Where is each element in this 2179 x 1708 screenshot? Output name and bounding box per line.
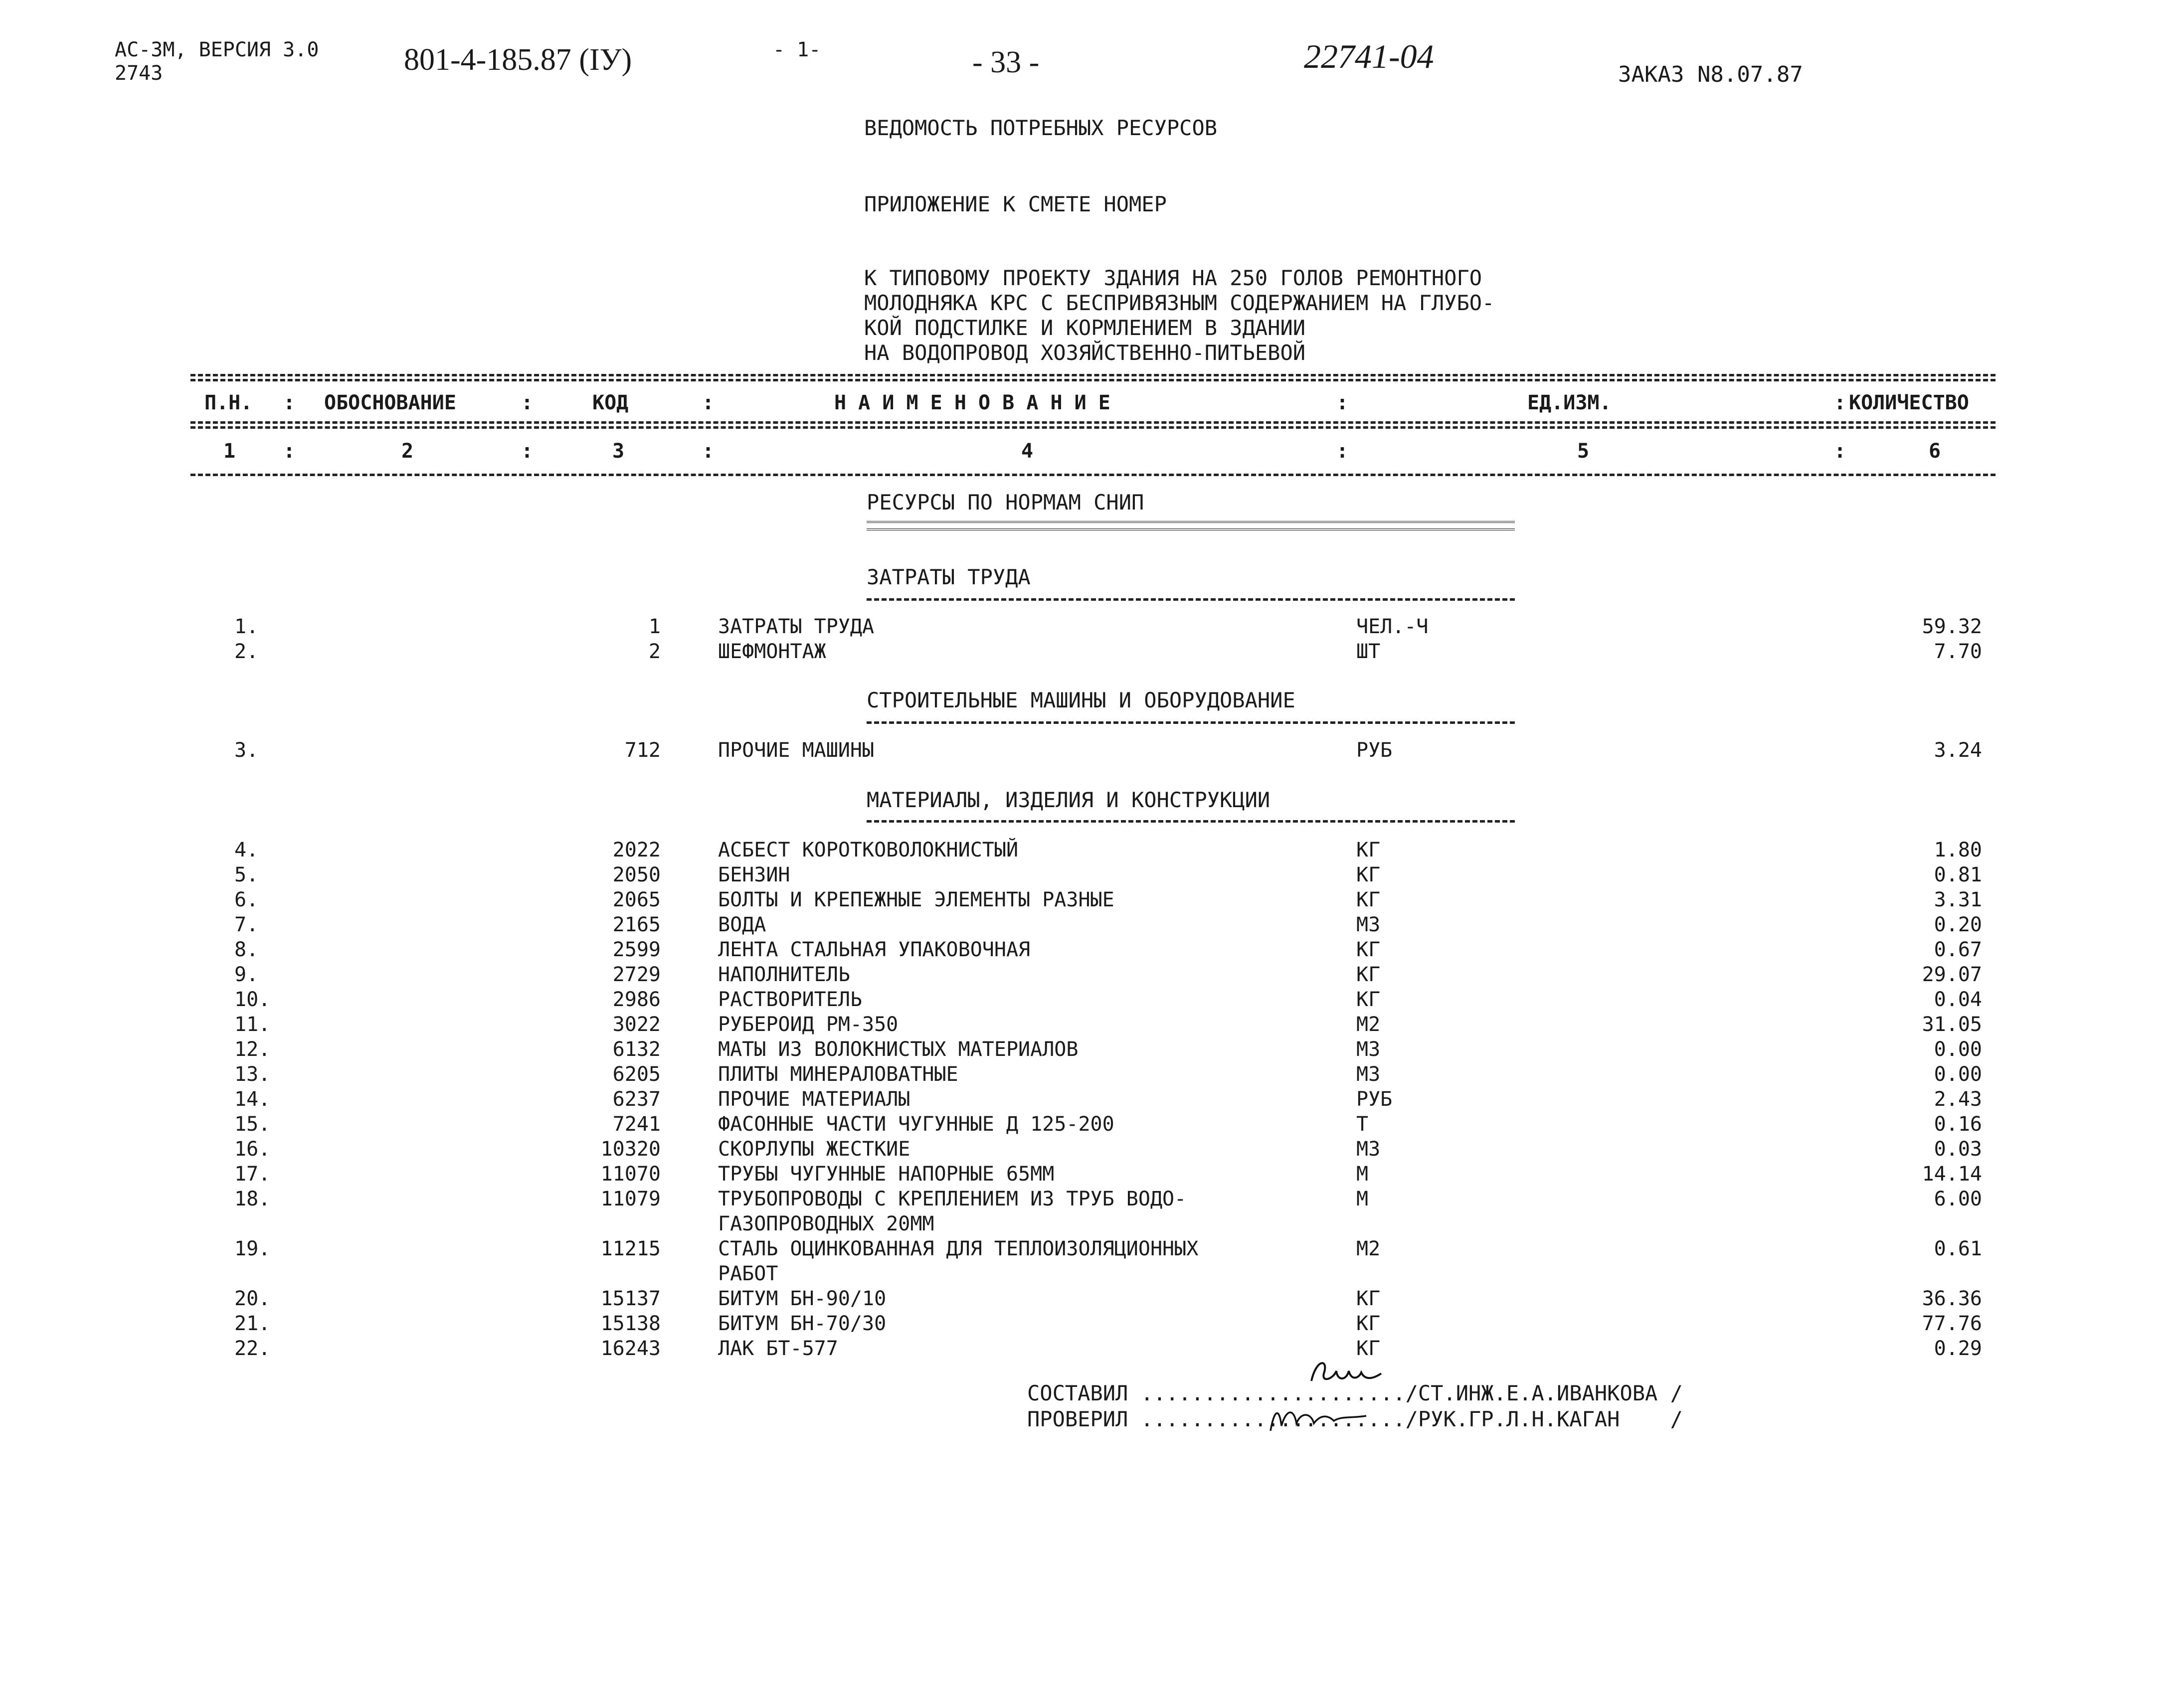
row-name: ЛАК БТ-577 bbox=[718, 1337, 838, 1360]
row-quantity: 0.04 bbox=[1934, 988, 1982, 1011]
row-unit: КГ bbox=[1356, 863, 1381, 886]
col-number-5: 5 bbox=[1577, 440, 1590, 463]
row-quantity: 0.00 bbox=[1934, 1038, 1982, 1061]
col-number-6: 6 bbox=[1929, 440, 1941, 463]
row-quantity: 31.05 bbox=[1922, 1013, 1982, 1036]
row-name: БИТУМ БН-90/10 bbox=[718, 1287, 887, 1310]
row-name: ПЛИТЫ МИНЕРАЛОВАТНЫЕ bbox=[718, 1063, 958, 1086]
row-number: 7. bbox=[234, 913, 259, 936]
section-snip-underline-2 bbox=[867, 528, 1515, 530]
col-sep: : bbox=[521, 440, 534, 463]
description-line-2: МОЛОДНЯКА КРС С БЕСПРИВЯЗНЫМ СОДЕРЖАНИЕМ НА ГЛУБО- bbox=[864, 291, 1495, 315]
row-unit: РУБ bbox=[1356, 739, 1393, 762]
col-sep: : bbox=[283, 440, 296, 463]
row-name: ТРУБОПРОВОДЫ С КРЕПЛЕНИЕМ ИЗ ТРУБ ВОДО- bbox=[718, 1188, 1187, 1210]
section-snip-underline bbox=[867, 521, 1515, 523]
row-quantity: 77.76 bbox=[1922, 1312, 1982, 1335]
row-quantity: 36.36 bbox=[1922, 1287, 1982, 1310]
page-small: - 1- bbox=[773, 38, 821, 61]
col-sep: : bbox=[521, 391, 534, 414]
row-name: БЕНЗИН bbox=[718, 863, 790, 886]
description-line-4: НА ВОДОПРОВОД ХОЗЯЙСТВЕННО-ПИТЬЕВОЙ bbox=[864, 341, 1306, 365]
row-unit: ЧЕЛ.-Ч bbox=[1356, 615, 1429, 638]
row-name: ФАСОННЫЕ ЧАСТИ ЧУГУННЫЕ Д 125-200 bbox=[718, 1113, 1114, 1136]
row-quantity: 0.16 bbox=[1934, 1113, 1982, 1136]
row-code: 16243 bbox=[600, 1337, 661, 1360]
row-unit: КГ bbox=[1356, 1287, 1381, 1310]
row-code: 2986 bbox=[612, 988, 661, 1011]
section-snip-title: РЕСУРСЫ ПО НОРМАМ СНИП bbox=[867, 490, 1144, 514]
row-code: 7241 bbox=[612, 1113, 661, 1136]
row-quantity: 6.00 bbox=[1934, 1188, 1982, 1210]
row-name-continued: ГАЗОПРОВОДНЫХ 20ММ bbox=[718, 1212, 934, 1235]
row-name: ВОДА bbox=[718, 913, 766, 936]
system-version: АС-3М, ВЕРСИЯ 3.0 bbox=[115, 38, 319, 61]
row-quantity: 0.81 bbox=[1934, 863, 1982, 886]
row-unit: М3 bbox=[1356, 1138, 1381, 1161]
row-name: СКОРЛУПЫ ЖЕСТКИЕ bbox=[718, 1138, 910, 1161]
row-unit: КГ bbox=[1356, 963, 1381, 986]
col-sep: : bbox=[1834, 391, 1846, 414]
col-header-unit: ЕД.ИЗМ. bbox=[1527, 391, 1612, 414]
page-number: - 33 - bbox=[972, 45, 1040, 79]
row-unit: М bbox=[1356, 1163, 1369, 1186]
row-number: 6. bbox=[234, 888, 259, 911]
row-unit: М2 bbox=[1356, 1013, 1381, 1036]
system-code: 2743 bbox=[115, 62, 163, 85]
row-quantity: 2.43 bbox=[1934, 1088, 1982, 1111]
row-quantity: 59.32 bbox=[1922, 615, 1982, 638]
row-unit: КГ bbox=[1356, 988, 1381, 1011]
table-header-mid-rule-2 bbox=[190, 426, 1996, 429]
row-quantity: 0.03 bbox=[1934, 1138, 1982, 1161]
row-quantity: 7.70 bbox=[1934, 640, 1982, 663]
row-number: 3. bbox=[234, 739, 259, 762]
col-sep: : bbox=[1336, 391, 1349, 414]
signature-checked bbox=[1267, 1401, 1371, 1436]
row-quantity: 3.31 bbox=[1934, 888, 1982, 911]
row-unit: КГ bbox=[1356, 1312, 1381, 1335]
row-code: 15138 bbox=[600, 1312, 661, 1335]
row-number: 14. bbox=[234, 1088, 271, 1111]
row-unit: М2 bbox=[1356, 1237, 1381, 1260]
row-name: БИТУМ БН-70/30 bbox=[718, 1312, 887, 1335]
row-code: 1 bbox=[648, 615, 661, 638]
row-number: 22. bbox=[234, 1337, 271, 1360]
section-machines-title: СТРОИТЕЛЬНЫЕ МАШИНЫ И ОБОРУДОВАНИЕ bbox=[867, 688, 1295, 712]
signature-compiled bbox=[1306, 1354, 1386, 1393]
col-header-name: Н А И М Е Н О В А Н И Е bbox=[834, 391, 1110, 414]
row-code: 2729 bbox=[612, 963, 661, 986]
table-header-bottom-rule bbox=[190, 474, 1996, 476]
table-header-mid-rule bbox=[190, 421, 1996, 424]
col-sep: : bbox=[1336, 440, 1349, 463]
row-name: ТРУБЫ ЧУГУННЫЕ НАПОРНЫЕ 65ММ bbox=[718, 1163, 1055, 1186]
checked-by: ПРОВЕРИЛ ...................../РУК.ГР.Л.Н.КАГАН / bbox=[1027, 1407, 1683, 1431]
row-code: 11215 bbox=[600, 1237, 661, 1260]
col-sep: : bbox=[283, 391, 296, 414]
row-number: 20. bbox=[234, 1287, 271, 1310]
col-sep: : bbox=[702, 440, 715, 463]
col-sep: : bbox=[702, 391, 715, 414]
order-number: ЗАКАЗ N8.07.87 bbox=[1618, 62, 1803, 87]
row-name: ЛЕНТА СТАЛЬНАЯ УПАКОВОЧНАЯ bbox=[718, 938, 1031, 961]
row-unit: М3 bbox=[1356, 1063, 1381, 1086]
row-unit: М3 bbox=[1356, 1038, 1381, 1061]
row-quantity: 14.14 bbox=[1922, 1163, 1982, 1186]
row-number: 17. bbox=[234, 1163, 271, 1186]
row-unit: ШТ bbox=[1356, 640, 1381, 663]
row-quantity: 0.00 bbox=[1934, 1063, 1982, 1086]
row-unit: М3 bbox=[1356, 913, 1381, 936]
row-code: 6237 bbox=[612, 1088, 661, 1111]
row-number: 8. bbox=[234, 938, 259, 961]
row-code: 15137 bbox=[600, 1287, 661, 1310]
row-code: 2050 bbox=[612, 863, 661, 886]
row-number: 15. bbox=[234, 1113, 271, 1136]
col-number-3: 3 bbox=[612, 440, 625, 463]
row-code: 3022 bbox=[612, 1013, 661, 1036]
row-quantity: 1.80 bbox=[1934, 839, 1982, 861]
row-number: 11. bbox=[234, 1013, 271, 1036]
row-code: 2599 bbox=[612, 938, 661, 961]
row-number: 10. bbox=[234, 988, 271, 1011]
row-code: 6205 bbox=[612, 1063, 661, 1086]
row-number: 1. bbox=[234, 615, 259, 638]
row-name: МАТЫ ИЗ ВОЛОКНИСТЫХ МАТЕРИАЛОВ bbox=[718, 1038, 1079, 1061]
appendix-title: ПРИЛОЖЕНИЕ К СМЕТЕ НОМЕР bbox=[864, 192, 1167, 216]
row-code: 2165 bbox=[612, 913, 661, 936]
row-code: 11070 bbox=[600, 1163, 661, 1186]
section-materials-title: МАТЕРИАЛЫ, ИЗДЕЛИЯ И КОНСТРУКЦИИ bbox=[867, 788, 1271, 812]
row-number: 19. bbox=[234, 1237, 271, 1260]
row-number: 5. bbox=[234, 863, 259, 886]
row-name: ШЕФМОНТАЖ bbox=[718, 640, 826, 663]
row-quantity: 0.67 bbox=[1934, 938, 1982, 961]
row-number: 4. bbox=[234, 839, 259, 861]
row-name: НАПОЛНИТЕЛЬ bbox=[718, 963, 850, 986]
row-name: БОЛТЫ И КРЕПЕЖНЫЕ ЭЛЕМЕНТЫ РАЗНЫЕ bbox=[718, 888, 1114, 911]
project-number: 801-4-185.87 (IУ) bbox=[404, 43, 632, 77]
row-code: 712 bbox=[624, 739, 661, 762]
row-quantity: 0.61 bbox=[1934, 1237, 1982, 1260]
row-unit: КГ bbox=[1356, 938, 1381, 961]
section-labor-underline bbox=[867, 598, 1515, 601]
row-code: 2 bbox=[648, 640, 661, 663]
row-unit: КГ bbox=[1356, 888, 1381, 911]
row-quantity: 3.24 bbox=[1934, 739, 1982, 762]
col-number-4: 4 bbox=[1021, 440, 1034, 463]
row-unit: КГ bbox=[1356, 839, 1381, 861]
row-unit: РУБ bbox=[1356, 1088, 1393, 1111]
description-line-3: КОЙ ПОДСТИЛКЕ И КОРМЛЕНИЕМ В ЗДАНИИ bbox=[864, 316, 1306, 340]
col-number-1: 1 bbox=[223, 440, 236, 463]
row-code: 2065 bbox=[612, 888, 661, 911]
row-name: ПРОЧИЕ МАТЕРИАЛЫ bbox=[718, 1088, 910, 1111]
row-quantity: 0.20 bbox=[1934, 913, 1982, 936]
row-name: ПРОЧИЕ МАШИНЫ bbox=[718, 739, 875, 762]
col-header-quantity: КОЛИЧЕСТВО bbox=[1849, 391, 1969, 414]
row-name: СТАЛЬ ОЦИНКОВАННАЯ ДЛЯ ТЕПЛОИЗОЛЯЦИОННЫХ bbox=[718, 1237, 1199, 1260]
col-header-justification: ОБОСНОВАНИЕ bbox=[324, 391, 456, 414]
document-title: ВЕДОМОСТЬ ПОТРЕБНЫХ РЕСУРСОВ bbox=[864, 116, 1218, 140]
description-line-1: К ТИПОВОМУ ПРОЕКТУ ЗДАНИЯ НА 250 ГОЛОВ РЕМОНТНОГО bbox=[864, 266, 1482, 290]
row-number: 12. bbox=[234, 1038, 271, 1061]
row-number: 21. bbox=[234, 1312, 271, 1335]
table-header-top-rule-2 bbox=[190, 379, 1996, 381]
section-materials-underline bbox=[867, 820, 1515, 823]
row-unit: М bbox=[1356, 1188, 1369, 1210]
col-number-2: 2 bbox=[401, 440, 414, 463]
row-name: РАСТВОРИТЕЛЬ bbox=[718, 988, 862, 1011]
col-header-pn: П.Н. bbox=[204, 391, 253, 414]
row-unit: КГ bbox=[1356, 1337, 1381, 1360]
row-code: 10320 bbox=[600, 1138, 661, 1161]
row-name: РУБЕРОИД РМ-350 bbox=[718, 1013, 899, 1036]
row-quantity: 0.29 bbox=[1934, 1337, 1982, 1360]
col-header-code: КОД bbox=[592, 391, 629, 414]
compiled-by: СОСТАВИЛ ...................../СТ.ИНЖ.Е.А.ИВАНКОВА / bbox=[1027, 1381, 1683, 1405]
row-name: АСБЕСТ КОРОТКОВОЛОКНИСТЫЙ bbox=[718, 839, 1019, 861]
row-unit: Т bbox=[1356, 1113, 1369, 1136]
row-number: 16. bbox=[234, 1138, 271, 1161]
table-header-top-rule bbox=[190, 374, 1996, 376]
row-name: ЗАТРАТЫ ТРУДА bbox=[718, 615, 875, 638]
col-sep: : bbox=[1834, 440, 1846, 463]
row-quantity: 29.07 bbox=[1922, 963, 1982, 986]
row-name-continued: РАБОТ bbox=[718, 1262, 778, 1285]
row-number: 2. bbox=[234, 640, 259, 663]
row-code: 6132 bbox=[612, 1038, 661, 1061]
section-labor-title: ЗАТРАТЫ ТРУДА bbox=[867, 565, 1031, 589]
row-number: 9. bbox=[234, 963, 259, 986]
row-code: 2022 bbox=[612, 839, 661, 861]
row-number: 18. bbox=[234, 1188, 271, 1210]
handwritten-number: 22741-04 bbox=[1304, 37, 1434, 75]
section-machines-underline bbox=[867, 721, 1515, 724]
row-number: 13. bbox=[234, 1063, 271, 1086]
row-code: 11079 bbox=[600, 1188, 661, 1210]
